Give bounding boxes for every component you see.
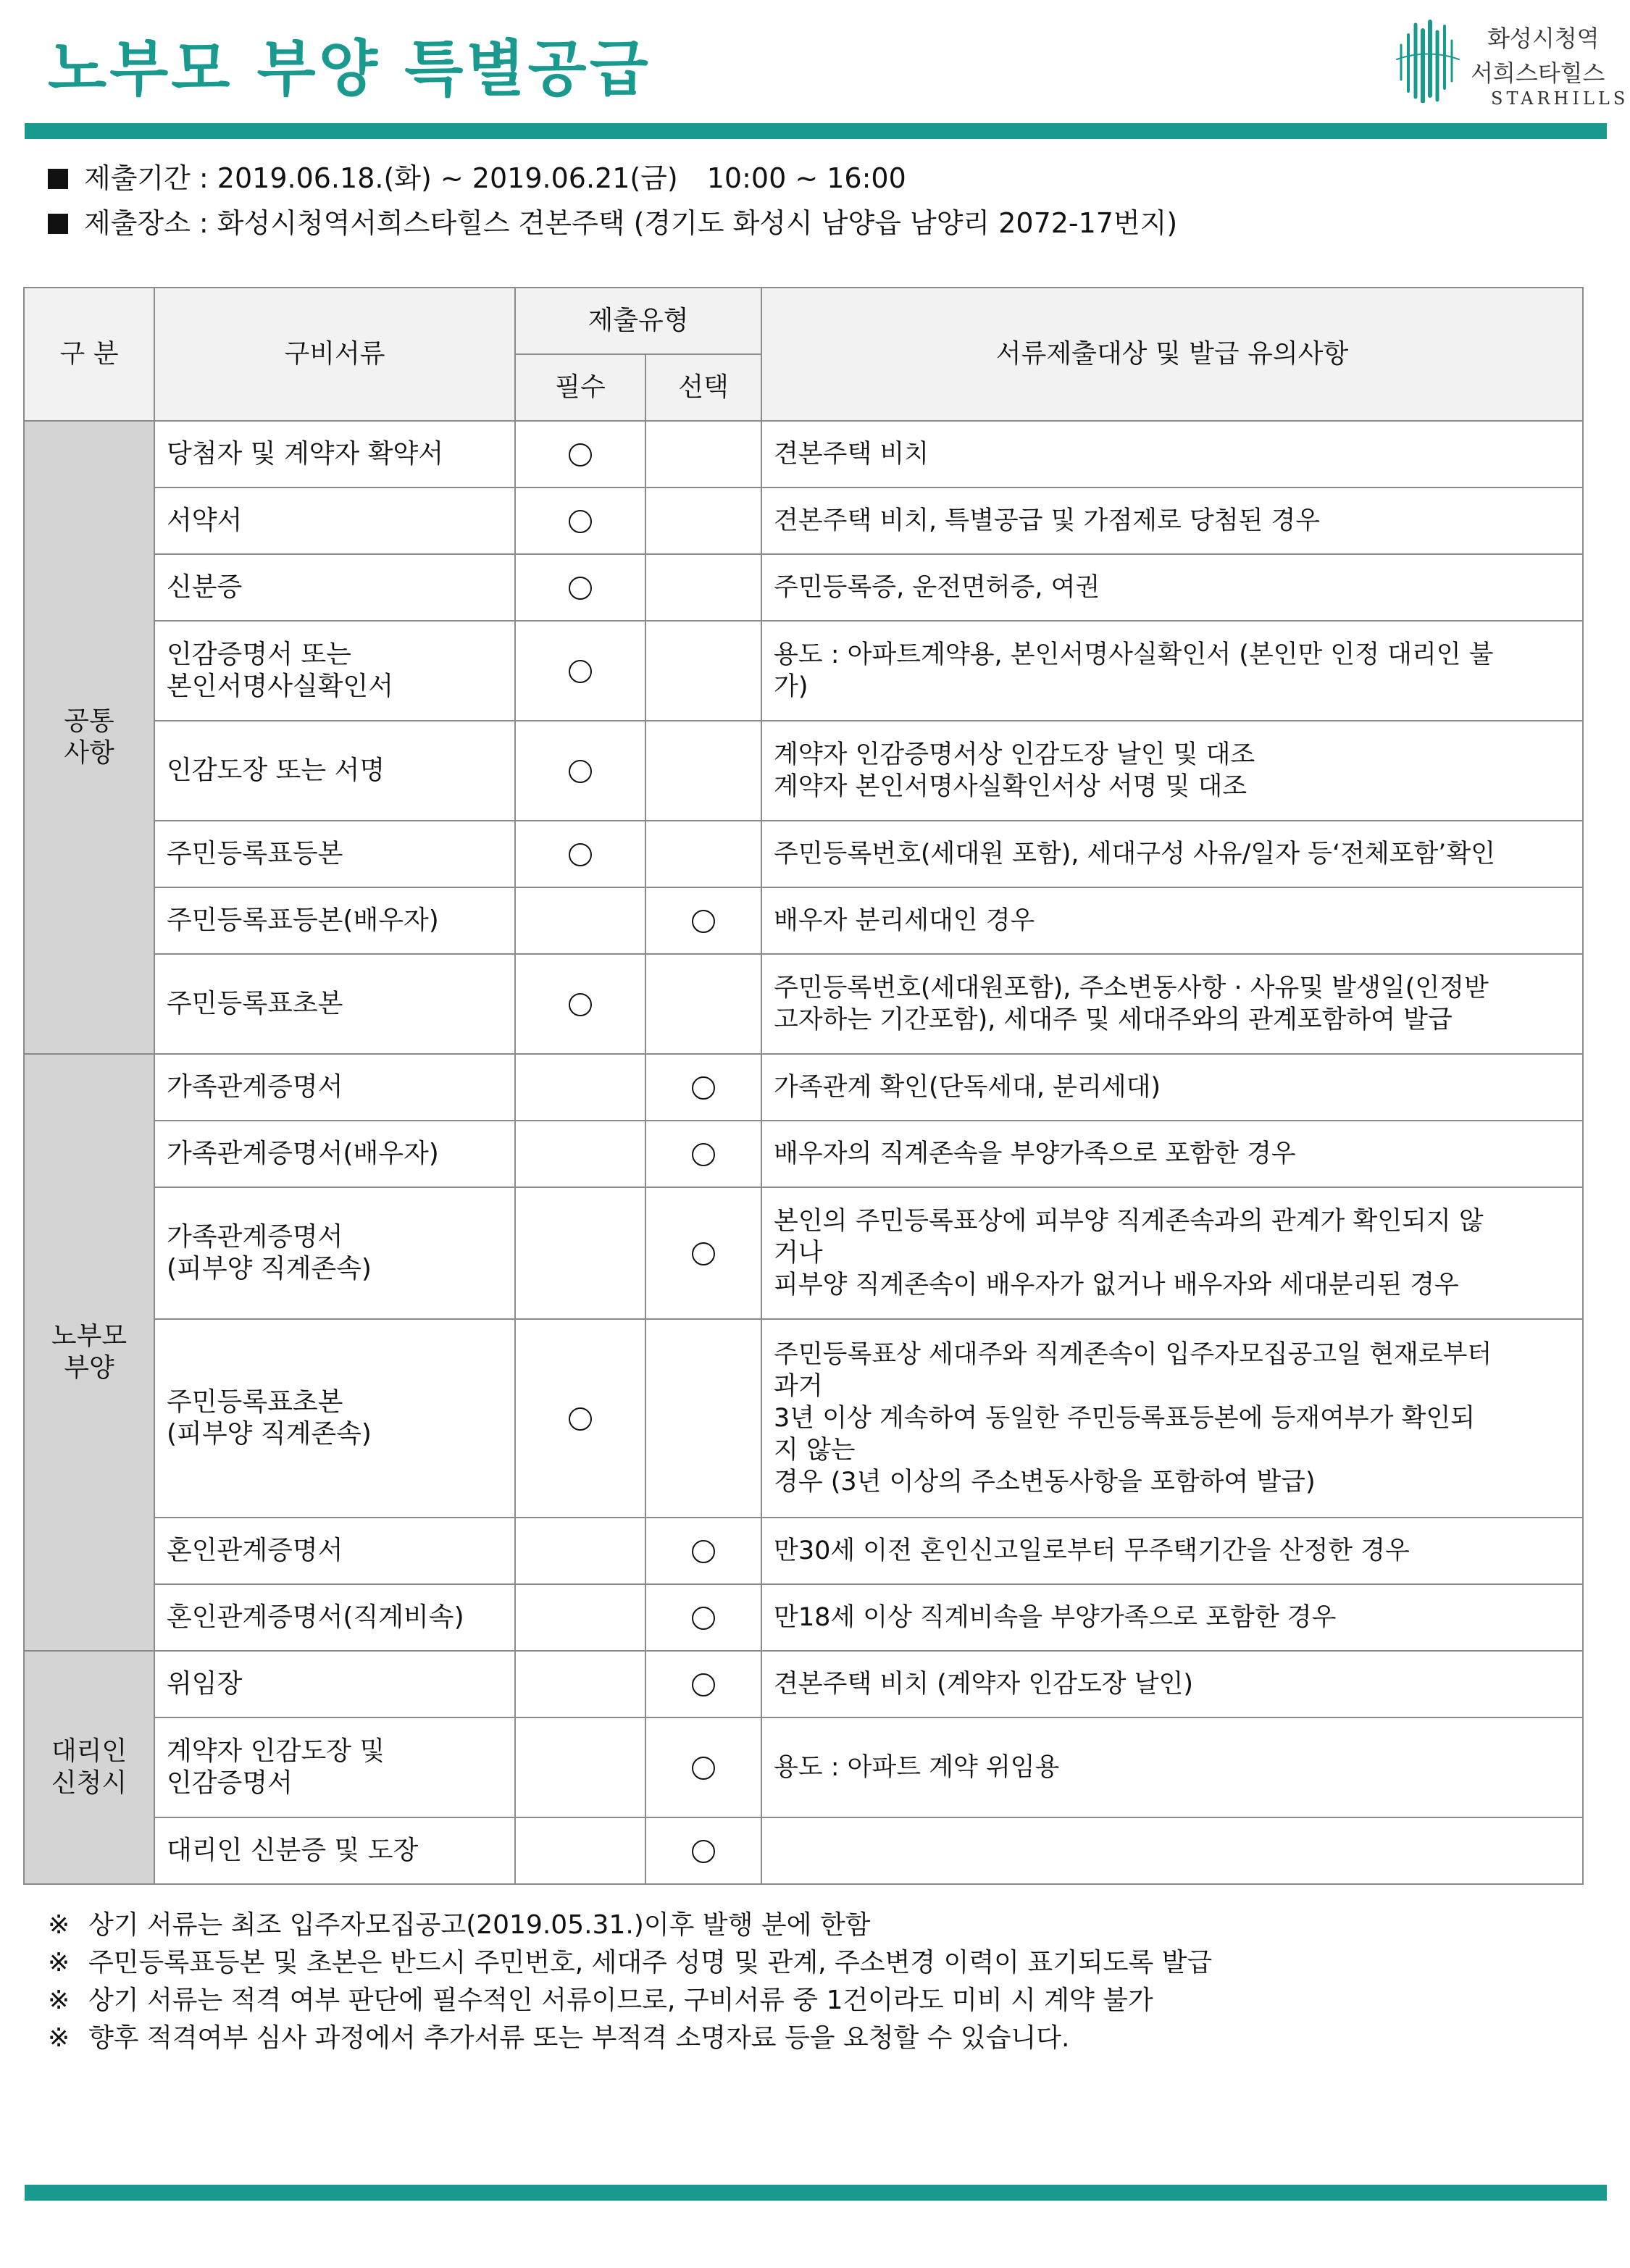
required-cell <box>515 1717 645 1817</box>
circle-mark-icon <box>692 1242 715 1265</box>
required-cell <box>515 1817 645 1884</box>
place-text: 제출장소 : 화성시청역서희스타힐스 견본주택 (경기도 화성시 남양읍 남양리 2072-17번지) <box>84 207 1178 239</box>
required-cell <box>515 887 645 954</box>
document-cell: 인감도장 또는 서명 <box>154 721 515 821</box>
footnote <box>48 2020 1212 2057</box>
optional-cell <box>645 1518 761 1584</box>
table-row <box>24 1054 1583 1121</box>
header-document: 구비서류 <box>154 288 515 421</box>
circle-mark-icon <box>692 1540 715 1563</box>
footnote-text: 향후 적격여부 심사 과정에서 추가서류 또는 부적격 소명자료 등을 요청할 수 있습니다. <box>88 2023 1070 2053</box>
table-row <box>24 1187 1583 1319</box>
circle-mark-icon <box>569 510 592 533</box>
footnote <box>48 1944 1212 1982</box>
required-cell <box>515 1651 645 1717</box>
circle-mark-icon <box>692 1076 715 1100</box>
table-row <box>24 488 1583 554</box>
table-row <box>24 887 1583 954</box>
header-optional: 선택 <box>645 354 761 421</box>
required-cell <box>515 821 645 887</box>
table-row <box>24 721 1583 821</box>
document-cell: 가족관계증명서 (피부양 직계존속) <box>154 1187 515 1319</box>
header-type: 제출유형 <box>515 288 761 354</box>
document-cell: 대리인 신분증 및 도장 <box>154 1817 515 1884</box>
footnotes <box>48 1907 1212 2057</box>
document-cell: 혼인관계증명서 <box>154 1518 515 1584</box>
optional-cell <box>645 554 761 621</box>
circle-mark-icon <box>692 1840 715 1863</box>
table-row <box>24 1121 1583 1187</box>
note-cell: 가족관계 확인(단독세대, 분리세대) <box>761 1054 1583 1121</box>
logo-text-line2: 서희스타힐스 <box>1471 59 1605 87</box>
document-cell: 주민등록표초본 <box>154 954 515 1054</box>
submission-place <box>48 203 1177 243</box>
table-row <box>24 421 1583 488</box>
optional-cell <box>645 1121 761 1187</box>
circle-mark-icon <box>692 1673 715 1696</box>
table-row <box>24 1319 1583 1518</box>
optional-cell <box>645 1717 761 1817</box>
header-note: 서류제출대상 및 발급 유의사항 <box>761 288 1583 421</box>
required-cell <box>515 1121 645 1187</box>
submission-period <box>48 158 906 198</box>
note-cell: 만18세 이상 직계비속을 부양가족으로 포함한 경우 <box>761 1584 1583 1651</box>
optional-cell <box>645 887 761 954</box>
optional-cell <box>645 954 761 1054</box>
logo-text-line3: STARHILLS <box>1491 88 1629 109</box>
required-cell <box>515 488 645 554</box>
note-cell: 주민등록표상 세대주와 직계존속이 입주자모집공고일 현재로부터 과거 3년 이상 계속하여 동일한 주민등록표등본에 등재여부가 확인되 지 않는 경우 (3년 이상의 주소변동사항을 포함하여 발급) <box>761 1319 1583 1518</box>
circle-mark-icon <box>569 660 592 683</box>
note-cell: 주민등록증, 운전면허증, 여권 <box>761 554 1583 621</box>
reference-mark-icon: ※ <box>48 1910 70 1940</box>
document-cell: 가족관계증명서(배우자) <box>154 1121 515 1187</box>
table-row <box>24 1651 1583 1717</box>
note-cell: 본인의 주민등록표상에 피부양 직계존속과의 관계가 확인되지 않 거나 피부양 직계존속이 배우자가 없거나 배우자와 세대분리된 경우 <box>761 1187 1583 1319</box>
required-cell <box>515 954 645 1054</box>
optional-cell <box>645 421 761 488</box>
category-cell: 노부모 부양 <box>24 1054 154 1651</box>
table-row <box>24 821 1583 887</box>
reference-mark-icon: ※ <box>48 2023 70 2053</box>
period-time: 10:00 ~ 16:00 <box>706 162 906 194</box>
documents-table <box>23 287 1584 1885</box>
document-cell: 혼인관계증명서(직계비속) <box>154 1584 515 1651</box>
note-cell: 용도 : 아파트 계약 위임용 <box>761 1717 1583 1817</box>
optional-cell <box>645 1584 761 1651</box>
document-cell: 주민등록표등본 <box>154 821 515 887</box>
table-row <box>24 954 1583 1054</box>
optional-cell <box>645 721 761 821</box>
document-cell: 신분증 <box>154 554 515 621</box>
optional-cell <box>645 1054 761 1121</box>
note-cell <box>761 1817 1583 1884</box>
required-cell <box>515 1584 645 1651</box>
reference-mark-icon: ※ <box>48 1948 70 1978</box>
header-category: 구 분 <box>24 288 154 421</box>
optional-cell <box>645 1187 761 1319</box>
reference-mark-icon: ※ <box>48 1985 70 2015</box>
circle-mark-icon <box>692 910 715 933</box>
circle-mark-icon <box>569 993 592 1016</box>
required-cell <box>515 621 645 721</box>
optional-cell <box>645 621 761 721</box>
note-cell: 주민등록번호(세대원포함), 주소변동사항 · 사유및 발생일(인정받 고자하는 기간포함), 세대주 및 세대주와의 관계포함하여 발급 <box>761 954 1583 1054</box>
footnote <box>48 1907 1212 1944</box>
document-cell: 주민등록표초본 (피부양 직계존속) <box>154 1319 515 1518</box>
table-row <box>24 1817 1583 1884</box>
document-cell: 주민등록표등본(배우자) <box>154 887 515 954</box>
required-cell <box>515 421 645 488</box>
document-cell: 위임장 <box>154 1651 515 1717</box>
document-cell: 가족관계증명서 <box>154 1054 515 1121</box>
note-cell: 계약자 인감증명서상 인감도장 날인 및 대조 계약자 본인서명사실확인서상 서명 및 대조 <box>761 721 1583 821</box>
document-cell: 당첨자 및 계약자 확약서 <box>154 421 515 488</box>
note-cell: 용도 : 아파트계약용, 본인서명사실확인서 (본인만 인정 대리인 불 가) <box>761 621 1583 721</box>
document-cell: 서약서 <box>154 488 515 554</box>
circle-mark-icon <box>569 443 592 466</box>
note-cell: 견본주택 비치 <box>761 421 1583 488</box>
required-cell <box>515 554 645 621</box>
optional-cell <box>645 821 761 887</box>
optional-cell <box>645 1651 761 1717</box>
footer-divider <box>25 2185 1607 2201</box>
document-cell: 계약자 인감도장 및 인감증명서 <box>154 1717 515 1817</box>
circle-mark-icon <box>692 1143 715 1166</box>
note-cell: 견본주택 비치 (계약자 인감도장 날인) <box>761 1651 1583 1717</box>
required-cell <box>515 721 645 821</box>
square-bullet-icon <box>48 214 68 234</box>
required-cell <box>515 1319 645 1518</box>
page-title: 노부모 부양 특별공급 <box>48 33 651 104</box>
circle-mark-icon <box>569 760 592 783</box>
brush-stroke-logo-icon <box>1395 16 1460 103</box>
circle-mark-icon <box>569 577 592 600</box>
required-cell <box>515 1518 645 1584</box>
optional-cell <box>645 1817 761 1884</box>
required-cell <box>515 1054 645 1121</box>
footnote-text: 주민등록표등본 및 초본은 반드시 주민번호, 세대주 성명 및 관계, 주소변경 이력이 표기되도록 발급 <box>88 1948 1213 1978</box>
note-cell: 견본주택 비치, 특별공급 및 가점제로 당첨된 경우 <box>761 488 1583 554</box>
table-row <box>24 554 1583 621</box>
required-cell <box>515 1187 645 1319</box>
table-row <box>24 1717 1583 1817</box>
footnote-text: 상기 서류는 적격 여부 판단에 필수적인 서류이므로, 구비서류 중 1건이라도 미비 시 계약 불가 <box>88 1985 1153 2015</box>
note-cell: 주민등록번호(세대원 포함), 세대구성 사유/일자 등‘전체포함’확인 <box>761 821 1583 887</box>
period-text: 제출기간 : 2019.06.18.(화) ~ 2019.06.21(금) <box>84 162 678 194</box>
table-row <box>24 621 1583 721</box>
note-cell: 만30세 이전 혼인신고일로부터 무주택기간을 산정한 경우 <box>761 1518 1583 1584</box>
category-cell: 공통 사항 <box>24 421 154 1054</box>
optional-cell <box>645 488 761 554</box>
circle-mark-icon <box>569 1407 592 1431</box>
footnote-text: 상기 서류는 최조 입주자모집공고(2019.05.31.)이후 발행 분에 한함 <box>88 1910 871 1940</box>
note-cell: 배우자의 직계존속을 부양가족으로 포함한 경우 <box>761 1121 1583 1187</box>
starhills-logo <box>1389 10 1629 112</box>
optional-cell <box>645 1319 761 1518</box>
circle-mark-icon <box>692 1757 715 1780</box>
document-cell: 인감증명서 또는 본인서명사실확인서 <box>154 621 515 721</box>
circle-mark-icon <box>569 843 592 866</box>
table-row <box>24 1584 1583 1651</box>
square-bullet-icon <box>48 169 68 189</box>
header-divider <box>25 123 1607 139</box>
category-cell: 대리인 신청시 <box>24 1651 154 1884</box>
table-row <box>24 1518 1583 1584</box>
note-cell: 배우자 분리세대인 경우 <box>761 887 1583 954</box>
logo-text-line1: 화성시청역 <box>1487 25 1600 52</box>
circle-mark-icon <box>692 1607 715 1630</box>
footnote <box>48 1982 1212 2020</box>
header-required: 필수 <box>515 354 645 421</box>
